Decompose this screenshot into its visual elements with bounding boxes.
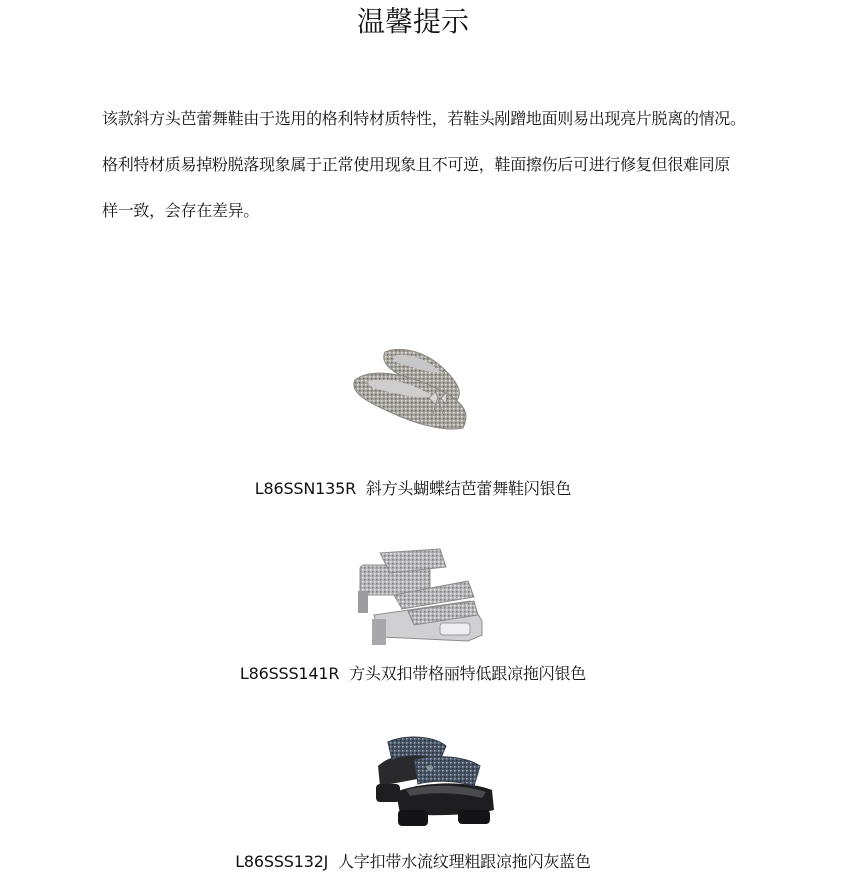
- product-image-ballet-flat[interactable]: [345, 340, 475, 440]
- product-sku: L86SSS132J: [235, 852, 329, 871]
- product-name: 方头双扣带格丽特低跟凉拖闪银色: [349, 664, 587, 683]
- product-caption[interactable]: [0, 663, 826, 685]
- product-image-slide-sandal[interactable]: [350, 545, 490, 655]
- notice-text: [102, 96, 762, 234]
- product-name: 人字扣带水流纹理粗跟凉拖闪灰蓝色: [337, 852, 591, 871]
- product-image-chunky-sandal[interactable]: [370, 730, 500, 830]
- product-item[interactable]: [0, 340, 826, 510]
- product-sku: L86SSN135R: [254, 479, 357, 498]
- notice-paragraph-1: 该款斜方头芭蕾舞鞋由于选用的格利特材质特性，若鞋头剐蹭地面则易出现亮片脱离的情况。: [102, 109, 746, 128]
- product-caption[interactable]: [0, 478, 826, 500]
- product-item[interactable]: [0, 545, 826, 695]
- page-title: 温馨提示: [356, 5, 469, 38]
- product-caption[interactable]: [0, 851, 826, 873]
- product-sku: L86SSS141R: [239, 664, 340, 683]
- product-name: 斜方头蝴蝶结芭蕾舞鞋闪银色: [365, 479, 572, 498]
- product-item[interactable]: [0, 730, 826, 880]
- notice-paragraph-2: 格利特材质易掉粉脱落现象属于正常使用现象且不可逆，鞋面擦伤后可进行修复但很难同原样一致，会存在差异。: [102, 155, 731, 220]
